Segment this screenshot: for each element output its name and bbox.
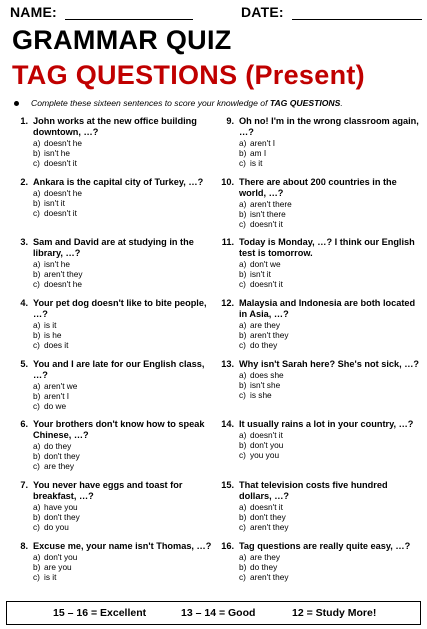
answer-option[interactable]: [239, 390, 284, 400]
question-stem: You and I are late for our English class, …?: [33, 358, 205, 380]
option-text: aren't I: [44, 390, 70, 401]
option-text: aren't they: [250, 571, 289, 582]
question-number: 3.: [20, 237, 28, 248]
bullet-icon: [14, 101, 19, 106]
answer-option[interactable]: [33, 158, 82, 168]
option-text: do they: [250, 561, 278, 572]
answer-option[interactable]: [239, 259, 283, 269]
answer-options: [33, 502, 80, 532]
option-letter: b): [239, 561, 247, 572]
option-text: isn't it: [250, 269, 271, 280]
question-item: [12, 480, 212, 541]
option-text: don't they: [44, 512, 80, 523]
option-letter: c): [33, 400, 40, 411]
option-text: does it: [44, 340, 69, 351]
option-text: am I: [250, 148, 267, 158]
question-number: 7.: [20, 480, 28, 491]
answer-options: [33, 188, 82, 218]
option-letter: b): [33, 197, 41, 208]
date-label: DATE:: [241, 4, 284, 20]
question-number: 2.: [20, 176, 28, 187]
answer-option[interactable]: [33, 269, 82, 279]
answer-option[interactable]: [239, 158, 275, 168]
question-item: [12, 419, 212, 480]
question-item: [12, 359, 212, 420]
option-text: isn't she: [250, 379, 281, 390]
option-text: doesn't it: [44, 207, 77, 218]
score-good-range: 13 – 14: [181, 607, 217, 619]
answer-option[interactable]: [33, 401, 77, 411]
question-stem: There are about 200 countries in the world, …?: [239, 176, 397, 198]
instruction-text: Complete these sixteen sentences to score your knowledge of: [31, 98, 270, 108]
quiz-title: GRAMMAR QUIZ: [12, 25, 232, 55]
question-item: [218, 419, 418, 480]
header-row: [10, 4, 420, 22]
option-text: are they: [250, 551, 280, 562]
answer-options: [239, 430, 283, 460]
question-stem: Your brothers don't know how to speak Chinese, …?: [33, 419, 205, 441]
option-letter: b): [239, 330, 247, 341]
answer-option[interactable]: [33, 279, 82, 289]
answer-option[interactable]: [239, 562, 288, 572]
option-letter: a): [33, 441, 41, 452]
question-stem: Your pet dog doesn't like to bite people, …?: [33, 298, 207, 320]
score-excellent-label: = Excellent: [90, 607, 147, 619]
answer-option[interactable]: [239, 209, 292, 219]
option-text: don't we: [250, 259, 281, 270]
option-letter: c): [33, 279, 40, 290]
answer-option[interactable]: [239, 512, 288, 522]
answer-option[interactable]: [33, 259, 82, 269]
option-letter: a): [33, 502, 41, 513]
option-text: have you: [44, 502, 78, 513]
answer-option[interactable]: [239, 572, 288, 582]
score-study-range: 12: [292, 607, 304, 619]
option-text: doesn't it: [250, 279, 283, 290]
option-letter: c): [239, 450, 246, 461]
question-item: [12, 116, 212, 177]
option-text: are you: [44, 561, 72, 572]
answer-option[interactable]: [239, 148, 275, 158]
option-text: is it: [250, 158, 263, 168]
answer-options: [33, 259, 82, 289]
answer-option[interactable]: [33, 208, 82, 218]
question-number: 15.: [221, 480, 234, 491]
question-number: 14.: [221, 419, 234, 430]
answer-option[interactable]: [239, 430, 283, 440]
answer-option[interactable]: [33, 451, 80, 461]
option-letter: c): [33, 571, 40, 582]
option-letter: b): [33, 330, 41, 341]
answer-options: [239, 259, 283, 289]
answer-option[interactable]: [33, 381, 77, 391]
name-label: NAME:: [10, 4, 57, 20]
option-text: don't they: [250, 512, 286, 523]
option-letter: b): [33, 451, 41, 462]
question-stem: Malaysia and Indonesia are both located in Asia, …?: [239, 298, 416, 320]
question-stem: It usually rains a lot in your country, …?: [239, 419, 414, 430]
option-letter: b): [33, 148, 41, 158]
option-letter: b): [239, 379, 247, 390]
question-item: [218, 298, 418, 359]
answer-options: [33, 320, 68, 350]
option-letter: c): [239, 522, 246, 533]
date-blank-line: [292, 5, 422, 20]
question-item: [218, 359, 418, 420]
answer-option[interactable]: [33, 552, 77, 562]
question-number: 4.: [20, 298, 28, 309]
option-text: doesn't he: [44, 187, 83, 198]
option-text: isn't he: [44, 259, 71, 270]
option-text: do you: [44, 522, 69, 533]
answer-options: [33, 381, 77, 411]
question-number: 8.: [20, 540, 28, 551]
answer-option[interactable]: [239, 440, 283, 450]
question-number: 10.: [221, 176, 234, 187]
instruction-end: .: [340, 98, 343, 108]
question-number: 1.: [20, 116, 28, 126]
question-item: [12, 177, 212, 238]
option-letter: b): [239, 148, 247, 158]
option-letter: a): [239, 502, 247, 513]
question-item: [12, 237, 212, 298]
option-text: is he: [44, 330, 62, 341]
option-text: is it: [44, 571, 57, 582]
name-field: [10, 4, 193, 20]
option-text: you you: [250, 450, 280, 461]
option-letter: a): [33, 187, 41, 198]
question-number: 16.: [221, 540, 234, 551]
question-stem: You never have eggs and toast for breakfast, …?: [33, 480, 183, 502]
option-letter: b): [33, 269, 41, 280]
date-field: [241, 4, 422, 20]
option-letter: a): [33, 320, 41, 331]
option-text: doesn't it: [44, 158, 77, 168]
option-text: isn't it: [44, 197, 65, 208]
answer-options: [33, 441, 80, 471]
option-letter: c): [33, 461, 40, 472]
question-stem: Oh no! I'm in the wrong classroom again, …?: [239, 116, 419, 137]
questions-left-column: [12, 116, 212, 602]
answer-option[interactable]: [239, 502, 288, 512]
score-study-label: = Study More!: [306, 607, 377, 619]
option-letter: b): [239, 208, 247, 219]
option-letter: a): [239, 138, 247, 148]
question-number: 5.: [20, 358, 28, 369]
option-letter: a): [239, 320, 247, 331]
answer-option[interactable]: [33, 441, 80, 451]
instruction-line: [12, 98, 422, 108]
score-key-box: [6, 601, 421, 625]
option-letter: b): [33, 390, 41, 401]
option-letter: c): [33, 340, 40, 351]
option-letter: a): [239, 430, 247, 441]
question-number: 13.: [221, 358, 234, 369]
answer-option[interactable]: [239, 330, 288, 340]
option-letter: a): [239, 259, 247, 270]
option-text: doesn't it: [250, 218, 283, 229]
option-text: aren't they: [250, 522, 289, 533]
answer-option[interactable]: [239, 279, 283, 289]
option-text: doesn't it: [250, 502, 283, 513]
option-letter: b): [33, 561, 41, 572]
question-item: [12, 298, 212, 359]
option-text: do they: [250, 340, 278, 351]
option-text: don't you: [250, 440, 284, 451]
answer-option[interactable]: [239, 138, 275, 148]
answer-option[interactable]: [239, 370, 284, 380]
option-letter: a): [239, 198, 247, 209]
question-item: [218, 237, 418, 298]
question-number: 6.: [20, 419, 28, 430]
question-stem: Why isn't Sarah here? She's not sick, …?: [239, 358, 419, 369]
option-letter: b): [239, 440, 247, 451]
answer-option[interactable]: [33, 461, 80, 471]
answer-option[interactable]: [239, 320, 288, 330]
question-stem: Today is Monday, …? I think our English test is tomorrow.: [239, 237, 415, 259]
answer-option[interactable]: [239, 219, 292, 229]
answer-option[interactable]: [239, 552, 288, 562]
option-letter: b): [239, 512, 247, 523]
option-text: does she: [250, 369, 284, 380]
answer-option[interactable]: [239, 340, 288, 350]
answer-option[interactable]: [33, 562, 77, 572]
option-letter: c): [239, 279, 246, 290]
option-letter: c): [239, 340, 246, 351]
option-text: aren't there: [250, 198, 292, 209]
option-text: doesn't he: [44, 138, 83, 148]
instruction-emphasis: TAG QUESTIONS: [269, 98, 341, 108]
answer-option[interactable]: [33, 330, 68, 340]
option-text: aren't they: [44, 269, 83, 280]
option-letter: b): [33, 512, 41, 523]
option-text: do we: [44, 400, 67, 411]
answer-option[interactable]: [239, 269, 283, 279]
answer-options: [239, 199, 292, 229]
answer-options: [33, 552, 77, 582]
option-text: doesn't it: [250, 430, 283, 441]
answer-option[interactable]: [33, 522, 80, 532]
option-letter: c): [33, 522, 40, 533]
question-number: 11.: [221, 237, 234, 248]
answer-option[interactable]: [33, 198, 82, 208]
option-text: doesn't he: [44, 279, 83, 290]
answer-options: [239, 370, 284, 400]
answer-options: [239, 320, 288, 350]
score-good-label: = Good: [218, 607, 256, 619]
option-text: don't you: [44, 551, 78, 562]
question-number: 12.: [221, 298, 234, 309]
option-text: don't they: [44, 451, 80, 462]
answer-option[interactable]: [239, 522, 288, 532]
option-text: do they: [44, 441, 72, 452]
answer-option[interactable]: [33, 148, 82, 158]
question-item: [218, 177, 418, 238]
question-stem: That television costs five hundred dollars, …?: [239, 480, 388, 502]
answer-option[interactable]: [33, 138, 82, 148]
answer-option[interactable]: [33, 572, 77, 582]
answer-option[interactable]: [239, 199, 292, 209]
question-stem: Excuse me, your name isn't Thomas, …?: [33, 540, 212, 551]
option-text: isn't there: [250, 208, 286, 219]
option-letter: a): [33, 259, 41, 270]
option-text: are they: [44, 461, 74, 472]
answer-option[interactable]: [239, 450, 283, 460]
answer-options: [239, 502, 288, 532]
answer-option[interactable]: [33, 391, 77, 401]
option-letter: a): [33, 551, 41, 562]
question-stem: Sam and David are at studying in the library, …?: [33, 237, 194, 259]
option-text: aren't I: [250, 138, 276, 148]
option-letter: b): [239, 269, 247, 280]
option-text: aren't we: [44, 380, 78, 391]
score-good: [181, 607, 255, 619]
answer-option[interactable]: [33, 320, 68, 330]
answer-option[interactable]: [239, 380, 284, 390]
quiz-subtitle: TAG QUESTIONS (Present): [12, 60, 365, 90]
questions-right-column: [218, 116, 418, 602]
question-item: [218, 541, 418, 602]
question-stem: Ankara is the capital city of Turkey, …?: [33, 176, 204, 187]
option-letter: c): [33, 158, 40, 168]
option-letter: c): [33, 207, 40, 218]
option-letter: a): [239, 369, 247, 380]
answer-options: [239, 552, 288, 582]
answer-option[interactable]: [33, 502, 80, 512]
option-letter: a): [239, 551, 247, 562]
question-item: [218, 480, 418, 541]
question-item: [218, 116, 418, 177]
question-number: 9.: [226, 116, 234, 126]
question-stem: John works at the new office building downtown, …?: [33, 116, 197, 137]
name-blank-line: [65, 5, 193, 20]
option-letter: a): [33, 138, 41, 148]
answer-options: [33, 138, 82, 168]
option-letter: c): [239, 158, 246, 168]
answer-option[interactable]: [33, 512, 80, 522]
question-stem: Tag questions are really quite easy, …?: [239, 540, 411, 551]
answer-option[interactable]: [33, 340, 68, 350]
answer-option[interactable]: [33, 188, 82, 198]
option-text: are they: [250, 320, 280, 331]
score-study-more: [292, 607, 376, 619]
option-text: aren't they: [250, 330, 289, 341]
option-text: is she: [250, 389, 272, 400]
option-text: is it: [44, 320, 57, 331]
question-item: [12, 541, 212, 602]
score-excellent-range: 15 – 16: [53, 607, 89, 619]
option-letter: c): [239, 389, 246, 400]
answer-options: [239, 138, 275, 168]
option-letter: a): [33, 380, 41, 391]
option-text: isn't he: [44, 148, 71, 158]
option-letter: c): [239, 571, 246, 582]
option-letter: c): [239, 218, 246, 229]
score-excellent: [53, 607, 146, 619]
